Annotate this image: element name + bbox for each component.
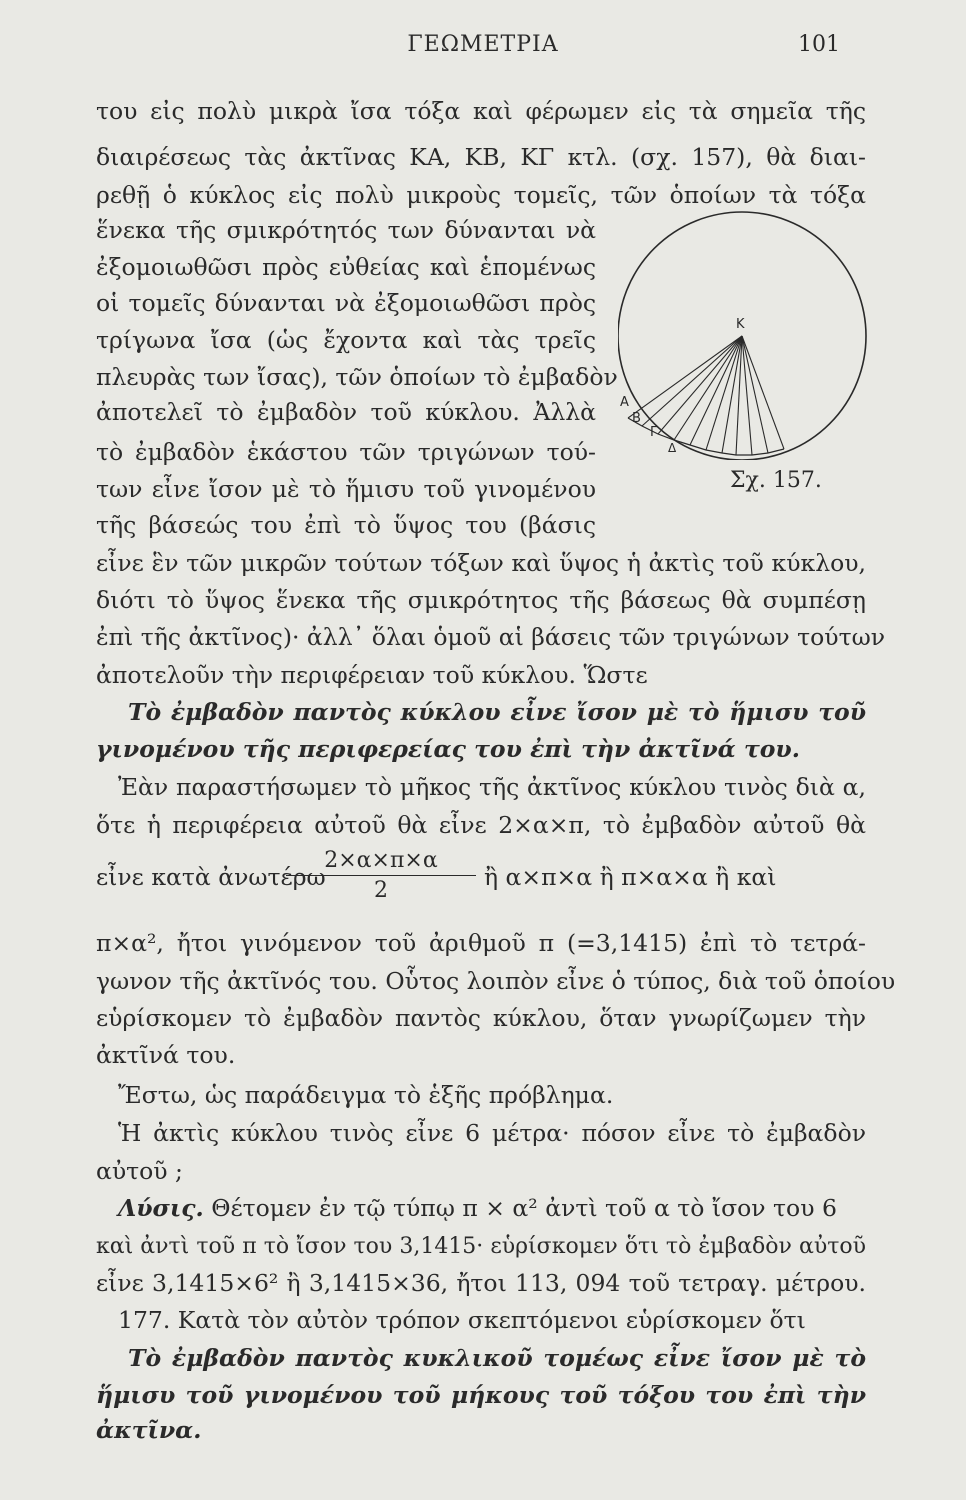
- text-line: ἕνεκα τῆς σμικρότητός των δύνανται νὰ: [96, 216, 596, 244]
- text-line: τρίγωνα ἴσα (ὡς ἔχοντα καὶ τὰς τρεῖς: [96, 326, 596, 354]
- text-line: οἱ τομεῖς δύνανται νὰ ἐξομοιωθῶσι πρὸς: [96, 289, 596, 317]
- text-line: διαιρέσεως τὰς ἀκτῖνας ΚΑ, ΚΒ, ΚΓ κτλ. (σχ. 157), θὰ διαι-: [96, 143, 866, 171]
- text-line: εἶνε ἓν τῶν μικρῶν τούτων τόξων καὶ ὕψος ἡ ἀκτὶς τοῦ κύκλου,: [96, 549, 866, 577]
- theorem-line: Τὸ ἐμβαδὸν παντὸς κύκλου εἶνε ἴσον μὲ τὸ ἥμισυ τοῦ: [128, 698, 866, 726]
- running-header-title: ΓΕΩΜΕΤΡΙΑ: [407, 32, 559, 57]
- formula-prefix: εἶνε κατὰ ἀνωτέρω: [96, 863, 326, 891]
- circle-sector-figure: [618, 200, 868, 460]
- label-d: Δ: [668, 441, 677, 455]
- theorem-line: γινομένου τῆς περιφερείας του ἐπὶ τὴν ἀκτῖνά του.: [96, 735, 800, 763]
- text-line: πλευρὰς των ἴσας), τῶν ὁποίων τὸ ἐμβαδὸν: [96, 363, 618, 391]
- text-line: ἀποτελοῦν τὴν περιφέρειαν τοῦ κύκλου. Ὥστε: [96, 661, 648, 689]
- fraction-numerator: 2×α×π×α: [324, 848, 438, 873]
- text-line: ἐξομοιωθῶσι πρὸς εὐθείας καὶ ἑπομένως: [96, 253, 596, 281]
- text-line: των εἶνε ἴσον μὲ τὸ ἥμισυ τοῦ γινομένου: [96, 475, 596, 503]
- text-line: καὶ ἀντὶ τοῦ π τὸ ἴσον του 3,1415· εὑρίσκομεν ὅτι τὸ ἐμβαδὸν αὐτοῦ: [96, 1234, 866, 1259]
- formula-suffix: ἢ α×π×α ἢ π×α×α ἢ καὶ: [484, 863, 777, 891]
- label-a: Α: [620, 395, 629, 410]
- text-line: εὑρίσκομεν τὸ ἐμβαδὸν παντὸς κύκλου, ὅταν γνωρίζωμεν τὴν: [96, 1004, 866, 1032]
- text-line: ὅτε ἡ περιφέρεια αὐτοῦ θὰ εἶνε 2×α×π, τὸ ἐμβαδὸν αὐτοῦ θὰ: [96, 811, 866, 839]
- solution-line: [118, 1193, 866, 1223]
- text-line: ρεθῇ ὁ κύκλος εἰς πολὺ μικροὺς τομεῖς, τῶν ὁποίων τὰ τόξα: [96, 181, 866, 209]
- solution-text: Θέτομεν ἐν τῷ τύπῳ π × α² ἀντὶ τοῦ α τὸ ἴσον του 6: [203, 1194, 837, 1222]
- section-177: 177. Κατὰ τὸν αὐτὸν τρόπον σκεπτόμενοι εὑρίσκομεν ὅτι: [118, 1306, 806, 1334]
- text-line: αὐτοῦ ;: [96, 1157, 183, 1185]
- text-line: Ἔστω, ὡς παράδειγμα τὸ ἑξῆς πρόβλημα.: [118, 1081, 614, 1109]
- text-line: ἐπὶ τῆς ἀκτῖνος)· ἀλλ᾽ ὅλαι ὁμοῦ αἱ βάσεις τῶν τριγώνων τούτων: [96, 623, 886, 651]
- text-line: τὸ ἐμβαδὸν ἑκάστου τῶν τριγώνων τού-: [96, 438, 596, 466]
- theorem-line: Τὸ ἐμβαδὸν παντὸς κυκλικοῦ τομέως εἶνε ἴσον μὲ τὸ: [128, 1344, 866, 1372]
- text-line: ἀποτελεῖ τὸ ἐμβαδὸν τοῦ κύκλου. Ἀλλὰ: [96, 398, 596, 426]
- figure-caption: Σχ. 157.: [730, 468, 822, 493]
- text-line: ἀκτῖνά του.: [96, 1041, 236, 1069]
- page-number: 101: [798, 32, 840, 57]
- text-line: Ἡ ἀκτὶς κύκλου τινὸς εἶνε 6 μέτρα· πόσον εἶνε τὸ ἐμβαδὸν: [118, 1119, 866, 1147]
- theorem-line: ἀκτῖνα.: [96, 1416, 202, 1444]
- text-line: γωνον τῆς ἀκτῖνός του. Οὗτος λοιπὸν εἶνε ὁ τύπος, διὰ τοῦ ὁποίου: [96, 967, 896, 995]
- label-g: Γ: [650, 425, 658, 440]
- fraction-bar: [286, 875, 476, 876]
- label-b: Β: [632, 411, 641, 426]
- label-k: Κ: [736, 317, 745, 332]
- text-line: π×α², ἤτοι γινόμενον τοῦ ἀριθμοῦ π (=3,1415) ἐπὶ τὸ τετρά-: [96, 929, 866, 957]
- theorem-line: ἥμισυ τοῦ γινομένου τοῦ μήκους τοῦ τόξου του ἐπὶ τὴν: [96, 1381, 866, 1409]
- fraction-denominator: 2: [374, 878, 388, 903]
- text-line: τῆς βάσεώς του ἐπὶ τὸ ὕψος του (βάσις: [96, 511, 596, 539]
- text-line: του εἰς πολὺ μικρὰ ἴσα τόξα καὶ φέρωμεν εἰς τὰ σημεῖα τῆς: [96, 97, 866, 125]
- text-line: εἶνε 3,1415×6² ἢ 3,1415×36, ἤτοι 113, 094 τοῦ τετραγ. μέτρου.: [96, 1269, 866, 1297]
- solution-label: Λύσις.: [118, 1194, 204, 1222]
- text-line: διότι τὸ ὕψος ἕνεκα τῆς σμικρότητος τῆς βάσεως θὰ συμπέσῃ: [96, 586, 866, 614]
- formula-fraction: [286, 848, 476, 903]
- text-line: Ἐὰν παραστήσωμεν τὸ μῆκος τῆς ἀκτῖνος κύκλου τινὸς διὰ α,: [118, 773, 866, 801]
